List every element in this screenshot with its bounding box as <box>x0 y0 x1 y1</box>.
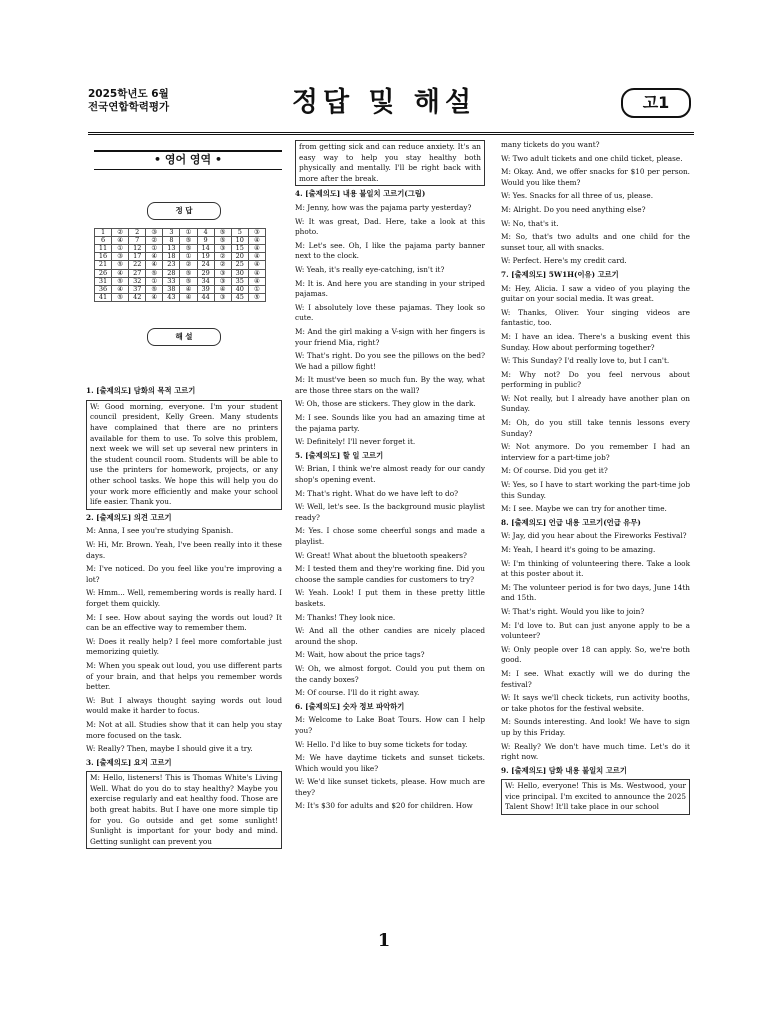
question-number: 44 <box>197 294 214 302</box>
answer-choice: ④ <box>112 269 129 277</box>
dialogue-line: M: It's $30 for adults and $20 for children. How <box>295 801 473 811</box>
explanation-label: 해 설 <box>147 328 221 346</box>
question-number: 34 <box>197 277 214 285</box>
answer-choice: ⑤ <box>146 269 163 277</box>
question-number: 33 <box>163 277 180 285</box>
dialogue-line: W: Yeah, it's really eye-catching, isn't it? <box>295 264 445 274</box>
answer-choice: ④ <box>248 269 265 277</box>
question-number: 31 <box>95 277 112 285</box>
dialogue-line: M: The volunteer period is for two days, June 14th and 15th. <box>501 582 690 603</box>
dialogue-line: W: Two adult tickets and one child ticket, please. <box>501 153 683 163</box>
dialogue-line: M: I see. What exactly will we do during the festival? <box>501 668 690 689</box>
section-title: • 영어 영역 • <box>94 150 282 170</box>
question-number: 27 <box>129 269 146 277</box>
question-number: 18 <box>163 253 180 261</box>
question-number: 32 <box>129 277 146 285</box>
dialogue-line: W: Thanks, Oliver. Your singing videos are fantastic, too. <box>501 307 690 328</box>
column-2 <box>295 140 485 815</box>
dialogue-line: M: Thanks! They look nice. <box>295 612 396 622</box>
dialogue-line: W: Well, let's see. Is the background music playlist ready? <box>295 502 485 522</box>
dialogue-line: W: Hmm... Well, remembering words is really hard. I forget them quickly. <box>86 588 282 608</box>
monologue-box: W: Hello, everyone! This is Ms. Westwood, your vice principal. I'm excited to announce the 2025 Talent Show! It'll take place in our school <box>501 779 690 815</box>
answer-choice: ① <box>112 244 129 252</box>
column-3-text <box>501 140 690 815</box>
question-number: 20 <box>231 253 248 261</box>
dialogue-line: W: Hello. I'd like to buy some tickets for today. <box>295 739 468 749</box>
answer-choice: ⑤ <box>112 294 129 302</box>
dialogue-line: W: Really? We don't have much time. Let's do it right now. <box>501 741 690 762</box>
dialogue-line: M: Why not? Do you feel nervous about performing in public? <box>501 369 690 390</box>
question-number: 28 <box>163 269 180 277</box>
answer-choice: ③ <box>248 228 265 236</box>
dialogue-line: M: Sounds interesting. And look! We have to sign up by this Friday. <box>501 717 690 737</box>
answer-choice: ④ <box>112 285 129 293</box>
grade-badge: 고1 <box>621 88 691 118</box>
answer-choice: ③ <box>214 277 231 285</box>
answer-choice: ① <box>146 244 163 252</box>
question-number: 21 <box>95 261 112 269</box>
answer-choice: ② <box>214 261 231 269</box>
column-1 <box>86 140 282 852</box>
question-number: 17 <box>129 253 146 261</box>
dialogue-line: W: Does it really help? I feel more comfortable just memorizing quietly. <box>86 636 282 657</box>
dialogue-line: W: Oh, those are stickers. They glow in the dark. <box>295 399 476 409</box>
answer-choice: ⑤ <box>248 294 265 302</box>
dialogue-line: W: But I always thought saying words out loud would make it harder to focus. <box>86 695 282 716</box>
dialogue-line: W: I'm thinking of volunteering there. Take a look at this poster about it. <box>501 558 690 579</box>
question-number: 6 <box>95 236 112 244</box>
dialogue-line: W: It says we'll check tickets, run activity booths, or take photos for the festival website. <box>501 693 690 713</box>
question-number: 38 <box>163 285 180 293</box>
question-number: 7 <box>129 236 146 244</box>
question-number: 30 <box>231 269 248 277</box>
answer-choice: ④ <box>248 261 265 269</box>
dialogue-line: many tickets do you want? <box>501 140 600 149</box>
dialogue-line: M: Hey, Alicia. I saw a video of you playing the guitar on your social media. It was great. <box>501 283 690 304</box>
dialogue-line: M: We have daytime tickets and sunset tickets. Which would you like? <box>295 753 485 773</box>
dialogue-line: W: Hi, Mr. Brown. Yeah, I've been really into it these days. <box>86 540 282 560</box>
column-2-text <box>295 140 485 812</box>
question-number: 26 <box>95 269 112 277</box>
dialogue-line: W: Perfect. Here's my credit card. <box>501 256 627 266</box>
question-number: 8 <box>163 236 180 244</box>
question-number: 15 <box>231 244 248 252</box>
question-heading: 7. [출제의도] 5W1H(이유) 고르기 <box>501 269 619 279</box>
page-title: 정답 및 해설 <box>291 87 477 118</box>
question-number: 43 <box>163 294 180 302</box>
question-number: 2 <box>129 228 146 236</box>
question-heading: 9. [출제의도] 담화 내용 불일치 고르기 <box>501 765 627 775</box>
dialogue-line: W: No, that's it. <box>501 218 559 228</box>
dialogue-line: W: Definitely! I'll never forget it. <box>295 437 416 447</box>
question-number: 1 <box>95 228 112 236</box>
answer-choice: ① <box>248 285 265 293</box>
question-number: 22 <box>129 261 146 269</box>
answer-choice: ③ <box>146 228 163 236</box>
answer-row <box>95 294 266 302</box>
dialogue-line: W: This Sunday? I'd really love to, but I can't. <box>501 356 670 366</box>
question-number: 19 <box>197 253 214 261</box>
answer-choice: ④ <box>248 253 265 261</box>
monologue-box: from getting sick and can reduce anxiety. It's an easy way to help you stay healthy both physically and mentally. I'll be right back with more after the break. <box>295 140 485 186</box>
exam-date: 2025학년도 6월 <box>88 88 169 100</box>
question-number: 40 <box>231 285 248 293</box>
question-number: 4 <box>197 228 214 236</box>
dialogue-line: M: Let's see. Oh, I like the pajama party banner next to the clock. <box>295 240 485 261</box>
dialogue-line: M: Wait, how about the price tags? <box>295 650 425 660</box>
question-number: 14 <box>197 244 214 252</box>
answer-choice: ① <box>180 228 197 236</box>
dialogue-line: W: We'd like sunset tickets, please. How much are they? <box>295 777 485 797</box>
answer-choice: ④ <box>146 261 163 269</box>
dialogue-line: M: Of course. Did you get it? <box>501 466 608 476</box>
question-number: 11 <box>95 244 112 252</box>
dialogue-line: W: Oh, we almost forgot. Could you put them on the candy boxes? <box>295 663 485 684</box>
header-divider <box>88 132 694 135</box>
dialogue-line: M: Welcome to Lake Boat Tours. How can I help you? <box>295 715 485 735</box>
answer-choice: ④ <box>112 236 129 244</box>
answer-label: 정 답 <box>147 202 221 220</box>
dialogue-line: W: And all the other candies are nicely placed around the shop. <box>295 626 485 646</box>
question-number: 42 <box>129 294 146 302</box>
dialogue-line: M: That's right. What do we have left to do? <box>295 488 459 498</box>
answer-choice: ③ <box>214 269 231 277</box>
dialogue-line: W: That's right. Would you like to join? <box>501 606 645 616</box>
answer-choice: ⑤ <box>180 244 197 252</box>
dialogue-line: W: Really? Then, maybe I should give it a try. <box>86 744 253 754</box>
answer-choice: ② <box>146 236 163 244</box>
answer-choice: ⑤ <box>180 236 197 244</box>
answer-row <box>95 269 266 277</box>
answer-choice: ④ <box>248 244 265 252</box>
question-heading: 2. [출제의도] 의견 고르기 <box>86 512 172 522</box>
question-heading: 3. [출제의도] 요지 고르기 <box>86 757 172 767</box>
question-number: 13 <box>163 244 180 252</box>
question-number: 45 <box>231 294 248 302</box>
dialogue-line: W: Brian, I think we're almost ready for our candy shop's opening event. <box>295 464 485 485</box>
answer-choice: ③ <box>112 253 129 261</box>
answer-choice: ⑤ <box>214 236 231 244</box>
question-heading: 6. [출제의도] 숫자 정보 파악하기 <box>295 701 405 711</box>
answer-choice: ② <box>214 253 231 261</box>
answer-choice: ④ <box>180 294 197 302</box>
monologue-box: M: Hello, listeners! This is Thomas White's Living Well. What do you do to stay healthy? Maybe you exercise regularly and eat healthy food. Those are both great habits. But I have one more simple tip for you. Go outside and get some sunlight! Sunlight is important for your body and mind. Getting sunlight can prevent you <box>86 771 282 849</box>
answer-choice: ④ <box>214 285 231 293</box>
dialogue-line: M: It must've been so much fun. By the way, what are those three stars on the wall? <box>295 375 485 395</box>
answer-choice: ⑤ <box>146 285 163 293</box>
answer-table <box>94 228 266 303</box>
answer-choice: ③ <box>214 244 231 252</box>
answer-choice: ④ <box>146 253 163 261</box>
question-number: 36 <box>95 285 112 293</box>
dialogue-line: M: Anna, I see you're studying Spanish. <box>86 526 234 536</box>
answer-choice: ⑤ <box>180 277 197 285</box>
dialogue-line: M: Okay. And, we offer snacks for $10 per person. Would you like them? <box>501 167 690 187</box>
question-number: 37 <box>129 285 146 293</box>
dialogue-line: W: Yes. Snacks for all three of us, please. <box>501 191 654 201</box>
answer-choice: ① <box>180 253 197 261</box>
dialogue-line: W: It was great, Dad. Here, take a look at this photo. <box>295 216 485 237</box>
answer-choice: ④ <box>248 236 265 244</box>
dialogue-line: W: Jay, did you hear about the Fireworks Festival? <box>501 531 687 541</box>
monologue-box: W: Good morning, everyone. I'm your student council president, Kelly Green. Many students have complained that there are no printers available for them to use. To solve this problem, next week we will set up several new printers in the student council room. Students will be able to use the printers for homework, projects, or any other school tasks. We hope this will help you do your work more efficiently and make your school life easier. Thank you. <box>86 400 282 510</box>
dialogue-line: M: I've noticed. Do you feel like you're improving a lot? <box>86 564 282 584</box>
dialogue-line: M: I see. Sounds like you had an amazing time at the pajama party. <box>295 413 485 433</box>
dialogue-line: W: I absolutely love these pajamas. They look so cute. <box>295 302 485 323</box>
question-number: 35 <box>231 277 248 285</box>
dialogue-line: M: And the girl making a V-sign with her fingers is your friend Mia, right? <box>295 326 485 347</box>
dialogue-line: M: It is. And here you are standing in your striped pajamas. <box>295 278 485 299</box>
dialogue-line: M: I'd love to. But can just anyone apply to be a volunteer? <box>501 620 690 641</box>
page-number: 1 <box>377 930 391 951</box>
dialogue-line: M: Alright. Do you need anything else? <box>501 204 646 214</box>
question-number: 24 <box>197 261 214 269</box>
dialogue-line: W: Yeah. Look! I put them in these pretty little baskets. <box>295 588 485 608</box>
question-heading: 1. [출제의도] 담화의 목적 고르기 <box>86 386 196 396</box>
column-1-text <box>86 386 282 849</box>
question-number: 16 <box>95 253 112 261</box>
answer-choice: ② <box>180 261 197 269</box>
question-number: 9 <box>197 236 214 244</box>
question-number: 3 <box>163 228 180 236</box>
dialogue-line: W: Not really, but I already have another plan on Sunday. <box>501 393 690 414</box>
answer-choice: ⑤ <box>112 277 129 285</box>
question-heading: 5. [출제의도] 할 일 고르기 <box>295 450 384 460</box>
question-number: 41 <box>95 294 112 302</box>
question-heading: 4. [출제의도] 내용 불일치 고르기(그림) <box>295 189 426 199</box>
answer-choice: ④ <box>248 277 265 285</box>
question-number: 5 <box>231 228 248 236</box>
dialogue-line: M: So, that's two adults and one child for the sunset tour, all with snacks. <box>501 232 690 252</box>
dialogue-line: W: Only people over 18 can apply. So, we're both good. <box>501 644 690 665</box>
dialogue-line: W: Great! What about the bluetooth speakers? <box>295 550 467 560</box>
answer-choice: ② <box>112 228 129 236</box>
dialogue-line: M: I see. How about saying the words out loud? It can be an effective way to remember them. <box>86 612 282 633</box>
question-number: 10 <box>231 236 248 244</box>
dialogue-line: W: That's right. Do you see the pillows on the bed? We had a pillow fight! <box>295 351 485 371</box>
dialogue-line: M: Yeah, I heard it's going to be amazing. <box>501 545 656 554</box>
answer-choice: ⑤ <box>180 269 197 277</box>
dialogue-line: M: Of course. I'll do it right away. <box>295 688 420 698</box>
answer-choice: ④ <box>180 285 197 293</box>
answer-choice: ⑤ <box>214 228 231 236</box>
question-number: 39 <box>197 285 214 293</box>
question-heading: 8. [출제의도] 언급 내용 고르기(언급 유무) <box>501 517 641 527</box>
dialogue-line: M: I see. Maybe we can try for another time. <box>501 504 667 514</box>
dialogue-line: M: Oh, do you still take tennis lessons every Sunday? <box>501 418 690 438</box>
answer-choice: ① <box>146 277 163 285</box>
answer-choice: ④ <box>146 294 163 302</box>
answer-choice: ③ <box>214 294 231 302</box>
dialogue-line: W: Not anymore. Do you remember I had an interview for a part-time job? <box>501 442 690 462</box>
dialogue-line: M: Not at all. Studies show that it can help you stay more focused on the task. <box>86 719 282 740</box>
answer-row <box>95 261 266 269</box>
column-3 <box>501 140 690 818</box>
question-number: 23 <box>163 261 180 269</box>
dialogue-line: M: When you speak out loud, you use different parts of your brain, and that helps you remember words better. <box>86 660 282 692</box>
dialogue-line: W: Yes, so I have to start working the part-time job this Sunday. <box>501 480 690 500</box>
answer-choice: ⑤ <box>112 261 129 269</box>
exam-name: 전국연합학력평가 <box>88 101 170 113</box>
dialogue-line: M: I have an idea. There's a busking event this Sunday. How about performing together? <box>501 331 690 352</box>
question-number: 29 <box>197 269 214 277</box>
question-number: 25 <box>231 261 248 269</box>
dialogue-line: M: Yes. I chose some cheerful songs and made a playlist. <box>295 526 485 546</box>
dialogue-line: M: I tested them and they're working fine. Did you choose the sample candies for customers to try? <box>295 564 485 584</box>
question-number: 12 <box>129 244 146 252</box>
dialogue-line: M: Jenny, how was the pajama party yesterday? <box>295 202 472 212</box>
